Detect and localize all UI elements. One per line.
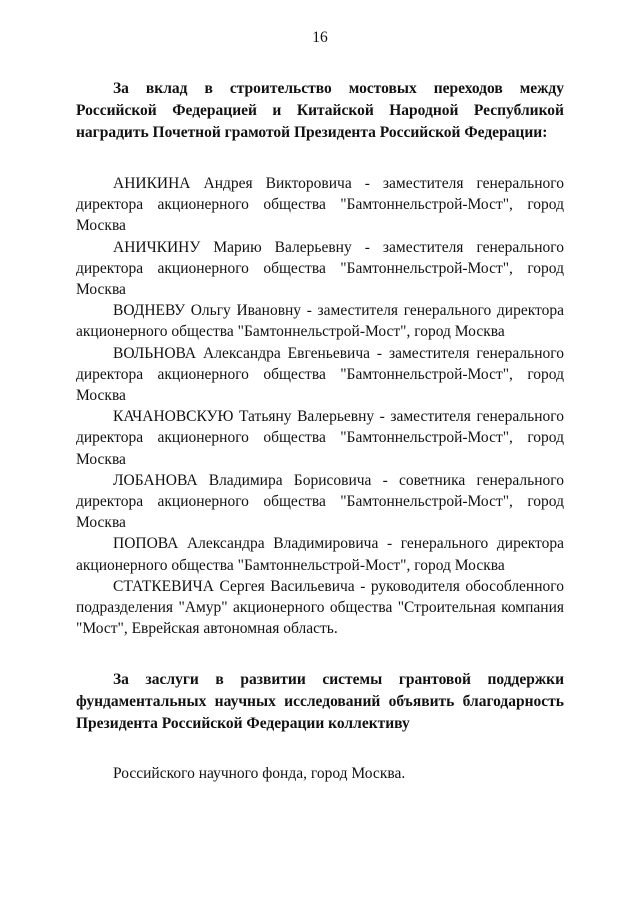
awardee-entry: АНИЧКИНУ Марию Валерьевну - заместителя генерального директора акционерного общества "Бамтоннельстрой-Мост", город Москва xyxy=(76,238,564,299)
page-number: 16 xyxy=(312,29,328,46)
awardee-list xyxy=(76,173,564,639)
awardee-entry: СТАТКЕВИЧА Сергея Васильевича - руководителя обособленного подразделения "Амур" акционерного общества "Строительная компания "Мост", Еврейская автономная область. xyxy=(76,577,564,638)
gratitude-recipient: Российского научного фонда, город Москва. xyxy=(113,765,406,783)
gratitude-heading: За заслуги в развитии системы грантовой поддержки фундаментальных научных исследований объявить благодарность Президента Российской Федерации коллективу xyxy=(76,671,564,733)
awardee-entry: АНИКИНА Андрея Викторовича - заместителя генерального директора акционерного общества "Бамтоннельстрой-Мост", город Москва xyxy=(76,175,564,235)
awardee-entry: КАЧАНОВСКУЮ Татьяну Валерьевну - заместителя генерального директора акционерного общества "Бамтоннельстрой-Мост", город Москва xyxy=(76,408,564,468)
awardee-entry: ВОЛЬНОВА Александра Евгеньевича - заместителя генерального директора акционерного общества "Бамтоннельстрой-Мост", город Москва xyxy=(76,344,564,405)
awardee-entry: ЛОБАНОВА Владимира Борисовича - советника генерального директора акционерного общества "Бамтоннельстрой-Мост", город Москва xyxy=(76,471,564,532)
awardee-entry: ВОДНЕВУ Ольгу Ивановну - заместителя генерального директора акционерного общества "Бамтоннельстрой-Мост", город Москва xyxy=(76,302,564,341)
award-heading: За вклад в строительство мостовых переходов между Российской Федерацией и Китайской Народной Республикой наградить Почетной грамотой Президента Российской Федерации: xyxy=(76,80,564,141)
awardee-entry: ПОПОВА Александра Владимировича - генерального директора акционерного общества "Бамтоннельстрой-Мост", город Москва xyxy=(76,535,564,574)
